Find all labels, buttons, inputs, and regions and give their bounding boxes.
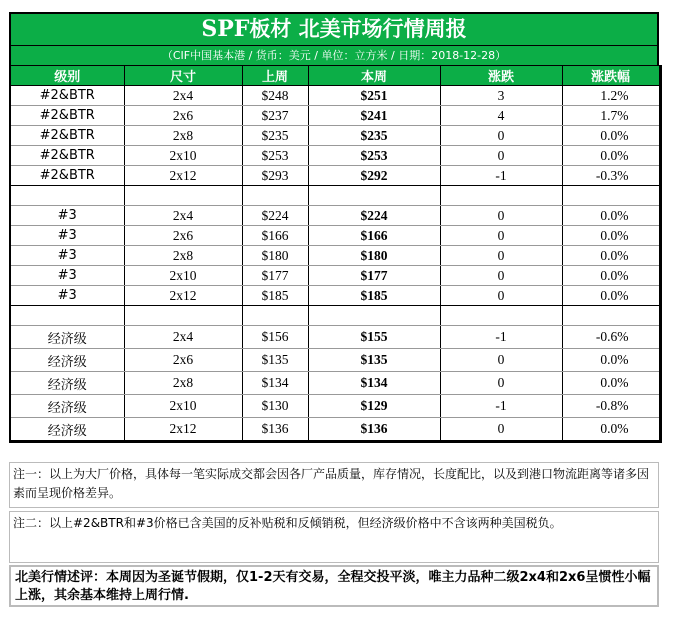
spacer-cell	[308, 186, 440, 206]
cell-this-week: $134	[308, 372, 440, 395]
cell-last-week: $166	[242, 226, 308, 246]
cell-change-pct: 0.0%	[562, 246, 660, 266]
cell-last-week: $156	[242, 326, 308, 349]
table-header-row	[10, 66, 660, 86]
cell-grade: #3	[10, 246, 124, 266]
spacer-cell	[124, 186, 242, 206]
cell-grade: 经济级	[10, 326, 124, 349]
cell-grade: 经济级	[10, 372, 124, 395]
price-table	[9, 65, 662, 443]
table-row	[10, 349, 660, 372]
spacer-cell	[242, 186, 308, 206]
column-header-size: 尺寸	[124, 66, 242, 86]
table-row	[10, 206, 660, 226]
spacer-cell	[440, 186, 562, 206]
cell-change: 0	[440, 418, 562, 442]
cell-change-pct: 0.0%	[562, 349, 660, 372]
cell-grade: #2&BTR	[10, 126, 124, 146]
cell-last-week: $135	[242, 349, 308, 372]
cell-change: 0	[440, 126, 562, 146]
spacer-cell	[562, 186, 660, 206]
cell-change: -1	[440, 166, 562, 186]
spacer-cell	[242, 306, 308, 326]
cell-last-week: $134	[242, 372, 308, 395]
cell-size: 2x12	[124, 418, 242, 442]
cell-size: 2x8	[124, 372, 242, 395]
spacer-cell	[10, 306, 124, 326]
table-row	[10, 86, 660, 106]
cell-last-week: $130	[242, 395, 308, 418]
cell-size: 2x6	[124, 349, 242, 372]
cell-size: 2x8	[124, 126, 242, 146]
spacer-cell	[308, 306, 440, 326]
cell-grade: #2&BTR	[10, 146, 124, 166]
cell-change: -1	[440, 326, 562, 349]
cell-this-week: $136	[308, 418, 440, 442]
cell-grade: #2&BTR	[10, 86, 124, 106]
cell-last-week: $224	[242, 206, 308, 226]
cell-size: 2x6	[124, 106, 242, 126]
cell-change-pct: 0.0%	[562, 226, 660, 246]
cell-change-pct: 0.0%	[562, 126, 660, 146]
spacer-row	[10, 186, 660, 206]
cell-change: 3	[440, 86, 562, 106]
cell-size: 2x4	[124, 326, 242, 349]
cell-last-week: $136	[242, 418, 308, 442]
table-row	[10, 372, 660, 395]
spacer-cell	[562, 306, 660, 326]
cell-size: 2x4	[124, 86, 242, 106]
price-table-body	[10, 86, 660, 442]
footnote-2: 注二：以上#2&BTR和#3价格已含美国的反补贴税和反倾销税，但经济级价格中不含该两种美国税负。	[9, 511, 659, 563]
cell-this-week: $224	[308, 206, 440, 226]
spacer-cell	[124, 306, 242, 326]
cell-grade: #2&BTR	[10, 166, 124, 186]
table-row	[10, 126, 660, 146]
cell-size: 2x4	[124, 206, 242, 226]
spacer-cell	[10, 186, 124, 206]
table-row	[10, 266, 660, 286]
cell-grade: #3	[10, 266, 124, 286]
table-row	[10, 326, 660, 349]
cell-size: 2x12	[124, 286, 242, 306]
cell-grade: #3	[10, 226, 124, 246]
column-header-change-pct: 涨跌幅	[562, 66, 660, 86]
cell-grade: #3	[10, 286, 124, 306]
cell-last-week: $237	[242, 106, 308, 126]
cell-grade: #2&BTR	[10, 106, 124, 126]
cell-grade: #3	[10, 206, 124, 226]
spacer-row	[10, 306, 660, 326]
title-suffix: 板材 北美市场行情周报	[249, 17, 467, 41]
cell-this-week: $241	[308, 106, 440, 126]
cell-change-pct: 0.0%	[562, 266, 660, 286]
cell-change-pct: -0.8%	[562, 395, 660, 418]
column-header-change: 涨跌	[440, 66, 562, 86]
cell-change-pct: 0.0%	[562, 286, 660, 306]
table-row	[10, 226, 660, 246]
cell-this-week: $177	[308, 266, 440, 286]
cell-change: -1	[440, 395, 562, 418]
cell-change: 0	[440, 372, 562, 395]
table-row	[10, 418, 660, 442]
column-header-this-week: 本周	[308, 66, 440, 86]
cell-last-week: $177	[242, 266, 308, 286]
title-prefix: SPF	[201, 16, 250, 42]
cell-this-week: $185	[308, 286, 440, 306]
cell-change-pct: 0.0%	[562, 206, 660, 226]
cell-this-week: $129	[308, 395, 440, 418]
cell-last-week: $235	[242, 126, 308, 146]
table-row	[10, 146, 660, 166]
cell-change: 0	[440, 266, 562, 286]
column-header-grade: 级别	[10, 66, 124, 86]
spacer-cell	[440, 306, 562, 326]
report-subtitle: （CIF中国基本港 / 货币：美元 / 单位：立方米 / 日期：2018-12-28）	[9, 45, 659, 65]
cell-size: 2x10	[124, 395, 242, 418]
cell-change-pct: 0.0%	[562, 372, 660, 395]
cell-change: 0	[440, 206, 562, 226]
cell-change-pct: -0.3%	[562, 166, 660, 186]
cell-grade: 经济级	[10, 418, 124, 442]
cell-change-pct: 0.0%	[562, 418, 660, 442]
column-header-last-week: 上周	[242, 66, 308, 86]
cell-change-pct: 1.2%	[562, 86, 660, 106]
price-report	[9, 12, 659, 443]
cell-this-week: $251	[308, 86, 440, 106]
table-row	[10, 286, 660, 306]
cell-this-week: $253	[308, 146, 440, 166]
footnote-1: 注一：以上为大厂价格，具体每一笔实际成交都会因各厂产品质量，库存情况，长度配比，以及到港口物流距离等诸多因素而呈现价格差异。	[9, 462, 659, 508]
table-row	[10, 106, 660, 126]
cell-change: 0	[440, 349, 562, 372]
cell-grade: 经济级	[10, 395, 124, 418]
cell-size: 2x10	[124, 266, 242, 286]
cell-change: 0	[440, 246, 562, 266]
cell-this-week: $155	[308, 326, 440, 349]
cell-change-pct: -0.6%	[562, 326, 660, 349]
cell-this-week: $135	[308, 349, 440, 372]
cell-grade: 经济级	[10, 349, 124, 372]
cell-last-week: $253	[242, 146, 308, 166]
cell-change: 4	[440, 106, 562, 126]
table-row	[10, 395, 660, 418]
table-row	[10, 246, 660, 266]
cell-this-week: $235	[308, 126, 440, 146]
cell-change: 0	[440, 286, 562, 306]
table-row	[10, 166, 660, 186]
cell-change: 0	[440, 146, 562, 166]
cell-change-pct: 0.0%	[562, 146, 660, 166]
market-commentary: 北美行情述评：本周因为圣诞节假期，仅1-2天有交易，全程交投平淡，唯主力品种二级2x4和2x6呈惯性小幅上涨，其余基本维持上周行情.	[9, 565, 659, 607]
report-title	[9, 12, 659, 45]
cell-size: 2x6	[124, 226, 242, 246]
cell-size: 2x12	[124, 166, 242, 186]
cell-size: 2x10	[124, 146, 242, 166]
cell-last-week: $248	[242, 86, 308, 106]
cell-this-week: $180	[308, 246, 440, 266]
cell-size: 2x8	[124, 246, 242, 266]
cell-last-week: $185	[242, 286, 308, 306]
cell-this-week: $292	[308, 166, 440, 186]
cell-change-pct: 1.7%	[562, 106, 660, 126]
cell-last-week: $293	[242, 166, 308, 186]
cell-last-week: $180	[242, 246, 308, 266]
cell-change: 0	[440, 226, 562, 246]
cell-this-week: $166	[308, 226, 440, 246]
